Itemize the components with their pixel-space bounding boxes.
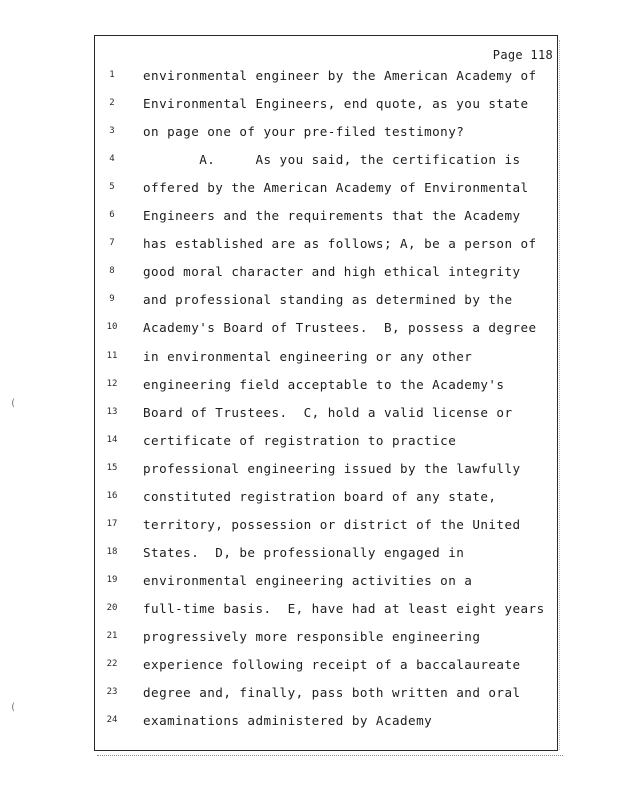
transcript-page: [94, 35, 558, 751]
line-number: 3: [109, 126, 115, 137]
line-number: 22: [106, 659, 118, 670]
transcript-line: [95, 713, 557, 733]
margin-mark-lower: (: [10, 702, 17, 713]
line-text: examinations administered by Academy: [143, 713, 433, 729]
line-number: 12: [106, 378, 118, 389]
line-text: full-time basis. E, have had at least eight years: [143, 600, 545, 616]
transcript-line: [95, 236, 557, 256]
line-number: 20: [106, 602, 118, 613]
transcript-line: [95, 124, 557, 144]
line-number: 21: [106, 631, 118, 641]
line-number: 2: [109, 98, 115, 109]
line-text: constituted registration board of any state,: [143, 488, 497, 504]
line-text: in environmental engineering or any other: [143, 348, 473, 364]
page-number: Page 118: [492, 48, 553, 62]
line-text: A. As you said, the certification is: [143, 152, 521, 168]
transcript-line: [95, 349, 557, 369]
transcript-line: [95, 433, 557, 453]
line-text: Environmental Engineers, end quote, as you state: [143, 96, 529, 112]
line-text: progressively more responsible engineering: [143, 629, 481, 644]
line-text: environmental engineering activities on a: [143, 572, 473, 588]
line-number: 7: [109, 238, 115, 249]
transcript-line: [95, 208, 557, 228]
line-number: 1: [109, 70, 115, 80]
line-text: degree and, finally, pass both written and oral: [143, 685, 521, 701]
transcript-line: [95, 405, 557, 425]
transcript-line: [95, 545, 557, 565]
line-text: certificate of registration to practice: [143, 432, 457, 448]
transcript-line: [95, 601, 557, 621]
margin-mark-upper: (: [10, 398, 17, 409]
line-text: experience following receipt of a baccalaureate: [143, 657, 521, 673]
transcript-line: [95, 152, 557, 172]
line-number: 11: [106, 350, 118, 361]
line-number: 6: [109, 210, 115, 221]
line-number: 8: [109, 266, 115, 277]
line-number: 17: [106, 518, 118, 529]
line-number: 10: [106, 322, 118, 333]
transcript-line: [95, 320, 557, 340]
transcript-line: [95, 489, 557, 509]
line-text: good moral character and high ethical integrity: [143, 264, 521, 280]
line-number: 19: [106, 574, 118, 585]
transcript-line: [95, 657, 557, 677]
line-number: 9: [109, 294, 115, 305]
transcript-line: [95, 461, 557, 481]
transcript-line: [95, 292, 557, 312]
line-number: 24: [106, 715, 118, 726]
transcript-line: [95, 96, 557, 116]
line-text: engineering field acceptable to the Academy's: [143, 376, 505, 392]
transcript-line: [95, 685, 557, 705]
transcript-line: [95, 180, 557, 200]
line-text: on page one of your pre-filed testimony?: [143, 124, 465, 140]
line-number: 18: [106, 546, 118, 557]
scan-edge: [558, 40, 560, 750]
line-text: Engineers and the requirements that the Academy: [143, 208, 521, 224]
transcript-line: [95, 377, 557, 397]
line-number: 23: [106, 687, 118, 698]
line-number: 13: [106, 406, 118, 417]
line-number: 16: [106, 490, 118, 501]
line-text: territory, possession or district of the United: [143, 516, 521, 532]
line-text: has established are as follows; A, be a person of: [143, 236, 537, 252]
line-number: 15: [106, 462, 118, 473]
line-number: 4: [109, 154, 115, 165]
line-text: environmental engineer by the American Academy of: [143, 68, 537, 83]
transcript-line: [95, 573, 557, 593]
line-number: 5: [109, 182, 115, 193]
line-text: and professional standing as determined by the: [143, 292, 513, 308]
line-number: 14: [106, 434, 118, 445]
line-text: offered by the American Academy of Environmental: [143, 180, 529, 196]
line-text: Academy's Board of Trustees. B, possess a degree: [143, 320, 537, 336]
line-text: Board of Trustees. C, hold a valid license or: [143, 404, 513, 420]
transcript-line: [95, 629, 557, 649]
line-text: professional engineering issued by the lawfully: [143, 460, 521, 476]
line-text: States. D, be professionally engaged in: [143, 544, 465, 560]
transcript-line: [95, 517, 557, 537]
transcript-line: [95, 264, 557, 284]
transcript-line: [95, 68, 557, 88]
